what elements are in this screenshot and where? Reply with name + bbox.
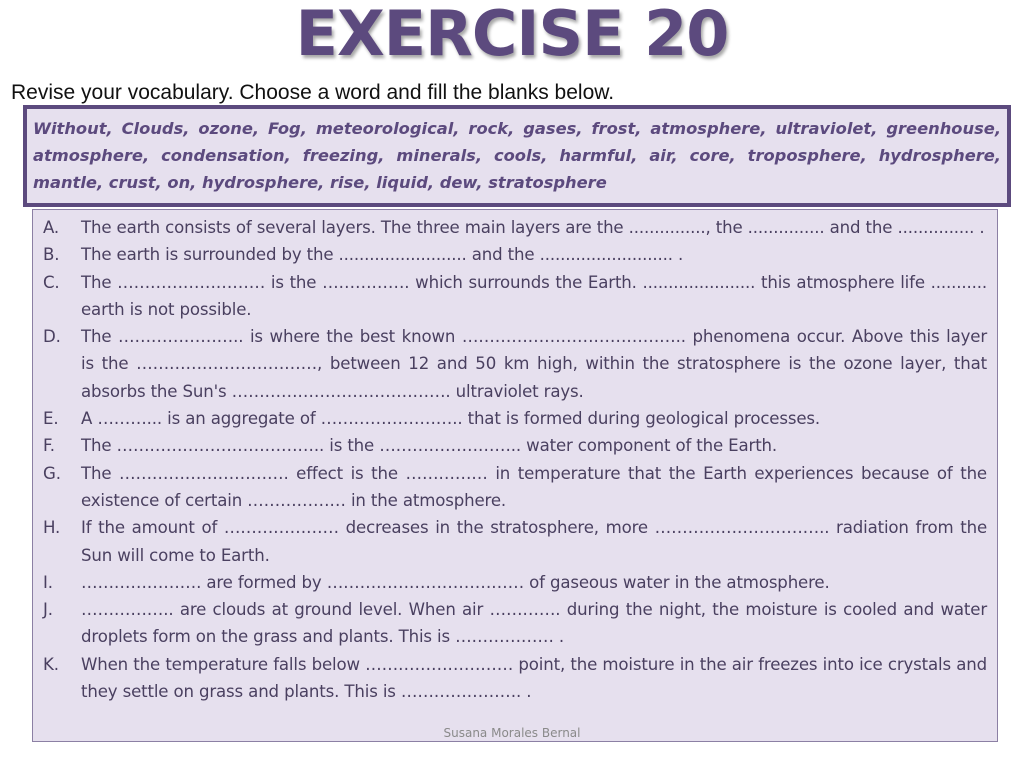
- question-letter: G.: [43, 463, 61, 483]
- instruction-text: Revise your vocabulary. Choose a word and fill the blanks below.: [11, 81, 615, 104]
- question-text: The ……………………………….. is the …………………….. water component of the Earth.: [81, 436, 778, 456]
- question-letter: E.: [43, 409, 59, 429]
- question-text: The earth is surrounded by the ......................... and the .......................... .: [81, 245, 684, 265]
- question-letter: F.: [43, 436, 55, 456]
- question-text: …………….. are clouds at ground level. When air …………. during the night, the moisture is cooled and water droplets form on the grass and plants. This is ……………… .: [81, 600, 987, 647]
- question-letter: A.: [43, 218, 60, 237]
- question-item: [43, 269, 987, 324]
- question-letter: I.: [43, 572, 53, 592]
- question-text: A ………... is an aggregate of …………………….. that is formed during geological processes.: [81, 409, 821, 429]
- question-text: When the temperature falls below ……………………… point, the moisture in the air freezes into ice crystals and they settle on grass and plants. This is …………………. .: [81, 654, 987, 702]
- question-letter: D.: [43, 327, 61, 347]
- question-item: [43, 241, 987, 268]
- question-text: The ………………….. is where the best known ………………………………….. phenomena occur. Above this layer is the ……………………………, between 12 and 50 km high, within the stratosphere is the ozone layer, that absorbs the Sun's …………………………………. ultraviolet rays.: [81, 327, 987, 401]
- question-text: …………………. are formed by ……………………………… of gaseous water in the atmosphere.: [81, 572, 830, 592]
- question-item: [43, 460, 987, 515]
- question-item: [43, 569, 987, 596]
- page-title: EXERCISE 20: [295, 0, 729, 70]
- question-letter: J.: [43, 600, 53, 620]
- footer-author: Susana Morales Bernal: [443, 726, 581, 740]
- question-letter: B.: [43, 245, 60, 265]
- questions-list: [43, 214, 987, 705]
- question-item: [43, 432, 987, 459]
- question-letter: K.: [43, 654, 59, 674]
- question-item: [43, 596, 987, 651]
- question-item: [43, 651, 987, 706]
- question-item: [43, 214, 987, 241]
- question-text: The ……………………… is the ……………. which surrounds the Earth. ...................... this atmosphere life ........... earth is not possible.: [81, 272, 987, 319]
- question-letter: H.: [43, 518, 61, 538]
- question-item: [43, 405, 987, 432]
- question-item: [43, 514, 987, 569]
- word-bank-box: [23, 105, 1011, 207]
- question-letter: C.: [43, 272, 60, 292]
- question-text: The …………………………. effect is the …………… in temperature that the Earth experiences because of the existence of certain ……………… in the atmosphere.: [81, 463, 987, 510]
- question-text: If the amount of ………………… decreases in the stratosphere, more ………………………….. radiation from the Sun will come to Earth.: [81, 518, 987, 565]
- word-bank-text: Without, Clouds, ozone, Fog, meteorological, rock, gases, frost, atmosphere, ultraviolet, greenhouse, atmosphere, condensation, freezing, minerals, cools, harmful, air, core, troposphere, hydrosphere, mantle, crust, on, hydrosphere, rise, liquid, dew, stratosphere: [33, 119, 1001, 192]
- question-item: [43, 323, 987, 405]
- question-text: The earth consists of several layers. The three main layers are the ..............., the ............... and the ............... .: [81, 218, 985, 237]
- questions-box: [32, 209, 998, 742]
